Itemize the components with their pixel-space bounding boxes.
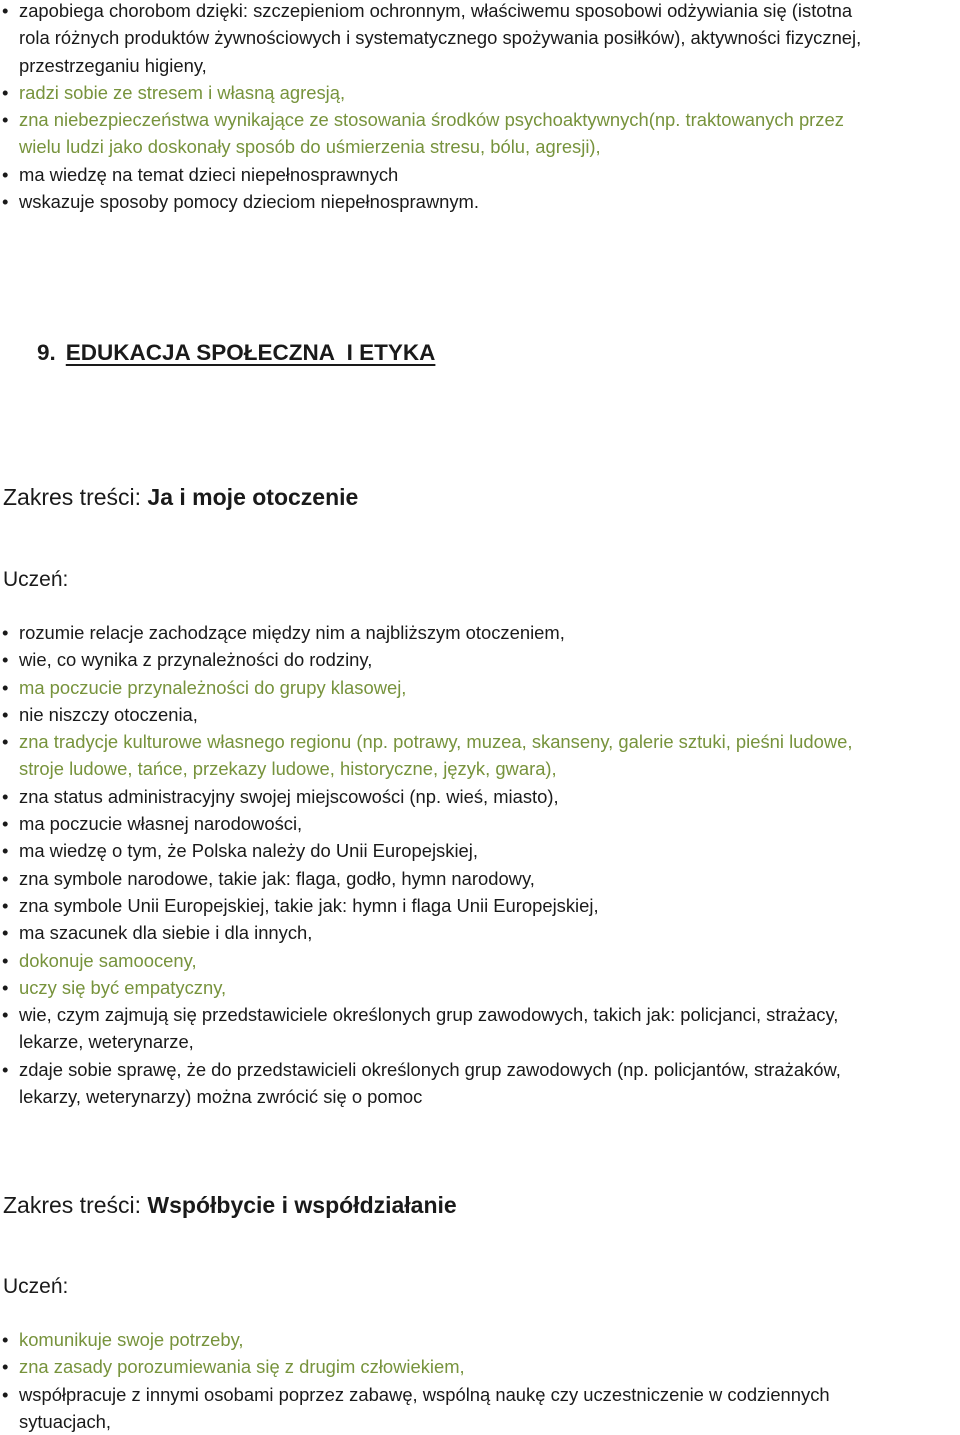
- section-number: 9.: [37, 340, 56, 365]
- list-item-text: zna niebezpieczeństwa wynikające ze stosowania środków psychoaktywnych(np. traktowanych przez: [19, 109, 844, 131]
- list-item: [0, 0, 958, 79]
- list-item: [0, 947, 958, 974]
- list-item-text: zna symbole Unii Europejskiej, takie jak: hymn i flaga Unii Europejskiej,: [19, 894, 599, 916]
- list-item-text: ma poczucie własnej narodowości,: [19, 813, 303, 835]
- list-item: [0, 646, 958, 673]
- list-item: [0, 892, 958, 919]
- list-item: [0, 865, 958, 892]
- bullet-icon: •: [2, 649, 9, 671]
- list-item-text: dokonuje samooceny,: [19, 949, 197, 971]
- bullet-icon: •: [2, 1058, 9, 1080]
- section2-student-label: Uczeń:: [3, 1275, 69, 1298]
- bullet-icon: •: [2, 867, 9, 889]
- list-item: [0, 674, 958, 701]
- list-item: [0, 810, 958, 837]
- list-item-text: komunikuje swoje potrzeby,: [19, 1329, 244, 1350]
- bullet-icon: •: [2, 976, 9, 998]
- section1-student-label: Uczeń:: [3, 568, 69, 591]
- list-item: [0, 188, 958, 215]
- bullet-icon: •: [2, 731, 9, 753]
- list-item-text: przestrzeganiu higieny,: [19, 54, 207, 76]
- list-item-text: wie, co wynika z przynależności do rodziny,: [19, 649, 373, 671]
- section1-outcomes-list: [0, 619, 958, 1110]
- list-item-text: ma poczucie przynależności do grupy klasowej,: [19, 676, 407, 698]
- list-item-text: ma wiedzę o tym, że Polska należy do Unii Europejskiej,: [19, 840, 478, 862]
- bullet-icon: •: [2, 785, 9, 807]
- bullet-icon: •: [2, 622, 9, 643]
- list-item-text: lekarzy, weterynarzy) można zwrócić się o pomoc: [19, 1086, 423, 1108]
- list-item-text: ma wiedzę na temat dzieci niepełnosprawnych: [19, 163, 399, 185]
- bullet-icon: •: [2, 703, 9, 725]
- bullet-icon: •: [2, 191, 9, 213]
- section-heading: [37, 340, 435, 366]
- list-item-text: rozumie relacje zachodzące między nim a najbliższym otoczeniem,: [19, 622, 565, 643]
- section2-outcomes-list: [0, 1326, 958, 1435]
- bullet-icon: •: [2, 894, 9, 916]
- bullet-icon: •: [2, 109, 9, 131]
- list-item-text: wskazuje sposoby pomocy dzieciom niepełnosprawnym.: [19, 191, 479, 213]
- list-item: [0, 1056, 958, 1111]
- list-item: [0, 1326, 958, 1353]
- list-item: [0, 728, 958, 783]
- list-item-text: nie niszczy otoczenia,: [19, 703, 198, 725]
- list-item: [0, 1381, 958, 1435]
- list-item: [0, 1001, 958, 1056]
- list-item-text: zapobiega chorobom dzięki: szczepieniom ochronnym, właściwemu sposobowi odżywiania się (istotna: [19, 0, 853, 21]
- bullet-icon: •: [2, 1004, 9, 1026]
- section-heading-title: EDUKACJA SPOŁECZNA I ETYKA: [65, 340, 436, 365]
- section1-title-text: Ja i moje otoczenie: [147, 484, 359, 510]
- bullet-icon: •: [2, 0, 9, 21]
- list-item: [0, 783, 958, 810]
- list-item-text: lekarze, weterynarze,: [19, 1031, 194, 1053]
- bullet-icon: •: [2, 81, 9, 103]
- section1-title: [3, 484, 358, 511]
- list-item-text: zdaje sobie sprawę, że do przedstawicieli określonych grup zawodowych (np. policjantów, strażaków,: [19, 1058, 841, 1080]
- list-item-text: zna symbole narodowe, takie jak: flaga, godło, hymn narodowy,: [19, 867, 535, 889]
- list-item-text: radzi sobie ze stresem i własną agresją,: [19, 81, 346, 103]
- list-item: [0, 619, 958, 646]
- bullet-icon: •: [2, 1356, 9, 1378]
- list-item-text: uczy się być empatyczny,: [19, 976, 227, 998]
- bullet-icon: •: [2, 922, 9, 944]
- list-item: [0, 919, 958, 946]
- list-item-text: wielu ludzi jako doskonały sposób do uśmierzenia stresu, bólu, agresji),: [19, 136, 601, 158]
- list-item: [0, 701, 958, 728]
- bullet-icon: •: [2, 676, 9, 698]
- bullet-icon: •: [2, 163, 9, 185]
- list-item-text: stroje ludowe, tańce, przekazy ludowe, historyczne, język, gwara),: [19, 758, 557, 780]
- list-item-text: wie, czym zajmują się przedstawiciele określonych grup zawodowych, takich jak: policjanci, strażacy,: [19, 1004, 839, 1026]
- list-item-text: zna zasady porozumiewania się z drugim człowiekiem,: [19, 1356, 465, 1378]
- list-item: [0, 837, 958, 864]
- bullet-icon: •: [2, 1383, 9, 1405]
- list-item: [0, 974, 958, 1001]
- bullet-icon: •: [2, 840, 9, 862]
- bullet-icon: •: [2, 949, 9, 971]
- health-skills-list: [0, 0, 958, 215]
- list-item: [0, 106, 958, 161]
- bullet-icon: •: [2, 1329, 9, 1350]
- list-item: [0, 1353, 958, 1380]
- list-item-text: zna status administracyjny swojej miejscowości (np. wieś, miasto),: [19, 785, 559, 807]
- list-item-text: sytuacjach,: [19, 1410, 111, 1432]
- list-item-text: współpracuje z innymi osobami poprzez zabawę, wspólną naukę czy uczestniczenie w codziennych: [19, 1383, 830, 1405]
- section1-title-prefix: Zakres treści:: [3, 484, 148, 510]
- list-item: [0, 161, 958, 188]
- list-item-text: ma szacunek dla siebie i dla innych,: [19, 922, 313, 944]
- bullet-icon: •: [2, 813, 9, 835]
- list-item-text: zna tradycje kulturowe własnego regionu (np. potrawy, muzea, skanseny, galerie sztuki, pieśni ludowe,: [19, 731, 853, 753]
- list-item: [0, 79, 958, 106]
- section2-title: [3, 1192, 457, 1219]
- section2-title-text: Współbycie i współdziałanie: [147, 1192, 457, 1218]
- section2-title-prefix: Zakres treści:: [3, 1192, 148, 1218]
- list-item-text: rola różnych produktów żywnościowych i systematycznego spożywania posiłków), aktywności fizycznej,: [19, 27, 862, 49]
